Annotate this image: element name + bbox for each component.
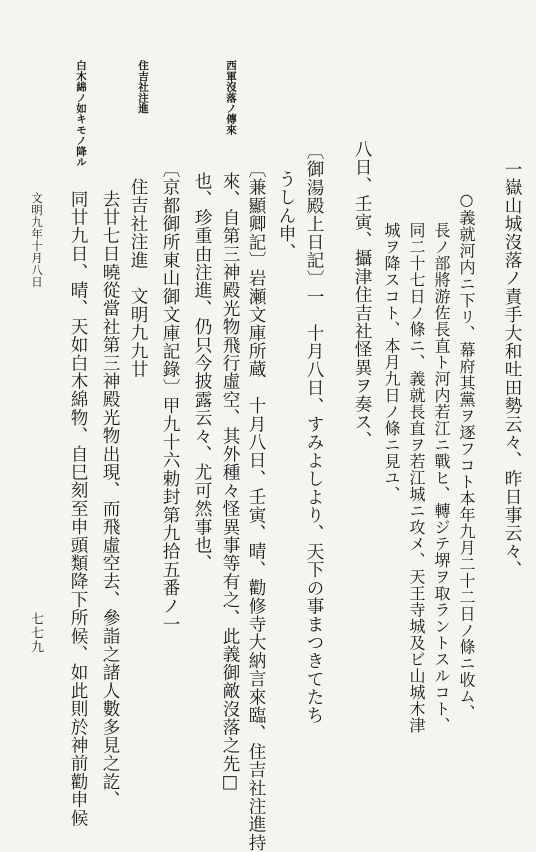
text-column-3: 長ノ部將游佐長直ト河内若江ニ戰ヒ、轉ジテ堺ヲ取ラントスルコト、 — [432, 222, 451, 734]
text-column-5: 城ヲ降スコト、本月九日ノ條ニ見ユ、 — [382, 222, 401, 503]
running-date-note: 文明九年十月八日 — [30, 192, 44, 288]
text-column-13: 住吉社注進 文明九九廿 — [128, 178, 148, 379]
text-column-10: 來、自第三神殿光物飛行虛空、其外種々怪異事等有之、此義御敵沒落之先□ — [220, 172, 240, 794]
text-column-9: 〔兼顯卿記〕岩瀬文庫所蔵 十月八日、壬寅、晴、勸修寺大納言來臨、住吉社注進持 — [246, 160, 266, 852]
text-column-15: 同廿九日、晴、天如白木綿物、自巳刻至申頭類降下所候、如此則於神前勸申候 — [68, 190, 88, 827]
text-column-14: 去廿七日曉從當社第三神殿光物出現、而飛虛空去、參詣之諸人數多見之訖、 — [100, 190, 120, 809]
margin-note-white-cotton: 白木綿ノ如キモノ降ル — [75, 60, 87, 167]
page-number: 七七九 — [28, 612, 43, 654]
margin-note-sumiyoshi: 住吉社注進 — [137, 60, 149, 114]
entry-heading: 八日、壬寅、攝津住吉社怪異ヲ奏ス、 — [352, 140, 372, 450]
text-column-11: 也、珍重由注進、仍只今披露云々、尤可然事也、 — [192, 172, 212, 573]
text-column-12: 〔京都御所東山御文庫記錄〕甲九十六勅封第九拾五番ノ一 — [160, 160, 180, 634]
text-column-2: ○義就河内ニ下リ、幕府其黨ヲ逐フコト本年九月二十二日ノ條ニ收ム、 — [457, 190, 476, 721]
text-column-8: うしん申、 — [276, 170, 296, 261]
text-column-7: 〔御湯殿上日記〕一 十月八日、すみよしより、天下の事まつきてたち — [304, 142, 324, 725]
margin-note-west-army: 西軍沒落ノ傳來 — [225, 60, 237, 135]
text-column-1: 一嶽山城沒落ノ責手大和吐田勢云々、昨日事云々、 — [502, 160, 522, 579]
text-column-4: 同二十七日ノ條ニ、義就長直ヲ若江城ニ攻メ、天王寺城及ビ山城木津 — [407, 222, 426, 734]
